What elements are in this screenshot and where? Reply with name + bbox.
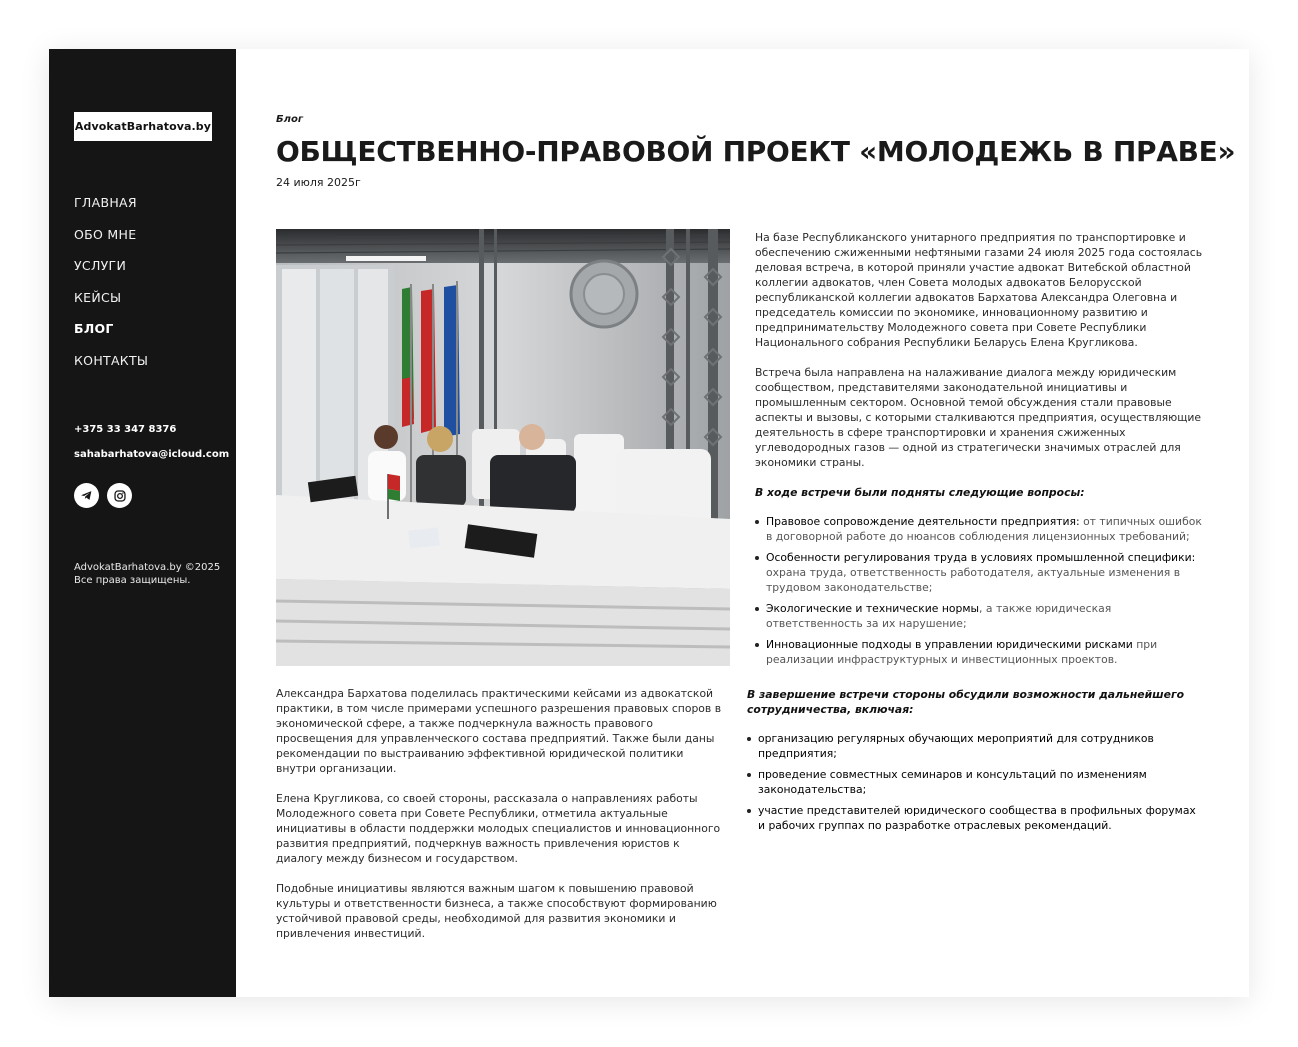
nav-item-about[interactable]: ОБО МНЕ <box>74 226 137 242</box>
phone-link[interactable]: +375 33 347 8376 <box>74 424 177 435</box>
list-item: организацию регулярных обучающих мероприятий для сотрудников предприятия; <box>747 731 1197 761</box>
sidebar <box>49 49 236 997</box>
nav-item-blog[interactable]: БЛОГ <box>74 321 114 336</box>
instagram-icon[interactable] <box>107 483 132 508</box>
publish-date: 24 июля 2025г <box>276 176 361 189</box>
article-photo <box>276 229 730 666</box>
list-item: участие представителей юридического сообщества в профильных форумах и рабочих группах по разработке отраслевых рекомендаций. <box>747 803 1197 833</box>
nav-item-home[interactable]: ГЛАВНАЯ <box>74 195 137 210</box>
paragraph: Елена Кругликова, со своей стороны, рассказала о направлениях работы Молодежного совета при Совете Республики, отметила актуальные инициативы в области поддержки молодых специалистов и инновационного развития предприятий, подчеркнув важность привлечения юристов к диалогу между бизнесом и государством. <box>276 792 721 865</box>
email-link[interactable]: sahabarhatova@icloud.com <box>74 449 230 460</box>
telegram-icon[interactable] <box>74 483 99 508</box>
nav-item-cases[interactable]: КЕЙСЫ <box>74 289 122 305</box>
list-item: Экологические и технические нормы, а также юридическая ответственность за их нарушение; <box>755 601 1210 631</box>
list-item: Особенности регулирования труда в условиях промышленной специфики: охрана труда, ответственность работодателя, актуальные изменения в трудовом законодательстве; <box>755 550 1210 595</box>
article-intro <box>755 230 1210 673</box>
social-links <box>74 483 132 508</box>
article-body <box>276 686 722 956</box>
list-item: Инновационные подходы в управлении юридическими рисками при реализации инфраструктурных и инвестиционных проектов. <box>755 637 1210 667</box>
nav-item-contacts[interactable]: КОНТАКТЫ <box>74 352 149 368</box>
page-frame <box>49 49 1249 997</box>
article <box>276 49 1236 997</box>
cooperation-section <box>747 687 1197 839</box>
list-item: Правовое сопровождение деятельности предприятия: от типичных ошибок в договорной работе до нюансов соблюдения лицензионных требований; <box>755 514 1210 544</box>
list-item: проведение совместных семинаров и консультаций по изменениям законодательства; <box>747 767 1197 797</box>
nav-item-services[interactable]: УСЛУГИ <box>74 258 127 273</box>
cooperation-list <box>747 731 1197 833</box>
cooperation-heading: В завершение встречи стороны обсудили возможности дальнейшего сотрудничества, включая: <box>747 688 1185 716</box>
issues-heading: В ходе встречи были подняты следующие вопросы: <box>755 486 1085 499</box>
site-logo[interactable]: AdvokatBarhatova.by <box>74 112 212 141</box>
page-title: ОБЩЕСТВЕННО-ПРАВОВОЙ ПРОЕКТ «МОЛОДЕЖЬ В ПРАВЕ» <box>276 135 1236 168</box>
paragraph: Александра Бархатова поделилась практическими кейсами из адвокатской практики, в том числе примерами успешного разрешения правовых споров в экономической сфере, а также подчеркнула важность правового просвещения для управленческого состава предприятий. Также были даны рекомендации по выстраиванию эффективной юридической политики внутри организации. <box>276 687 722 775</box>
paragraph: Встреча была направлена на налаживание диалога между юридическим сообществом, представителями законодательной инициативы и промышленным сектором. Основной темой обсуждения стали правовые аспекты и вызовы, с которыми сталкиваются предприятия, осуществляющие деятельность в сфере транспортировки и хранения сжиженных углеводородных газов — одной из стратегически значимых отраслей для экономики страны. <box>755 366 1202 469</box>
copyright: AdvokatBarhatova.by ©2025 Все права защищены. <box>74 562 221 586</box>
paragraph: На базе Республиканского унитарного предприятия по транспортировке и обеспечению сжиженными нефтяными газами 24 июля 2025 года состоялась деловая встреча, в которой приняли участие адвокат Витебской областной коллегии адвокатов, член Совета молодых адвокатов Белорусской республиканской коллегии адвокатов Бархатова Александра Олеговна и председатель комиссии по экономике, инновационному развитию и предпринимательству Молодежного совета при Совете Республики Национального собрания Республики Беларусь Елена Кругликова. <box>755 231 1203 349</box>
paragraph: Подобные инициативы являются важным шагом к повышению правовой культуры и ответственности бизнеса, а также способствуют формированию устойчивой правовой среды, необходимой для развития экономики и привлечения инвестиций. <box>276 882 717 940</box>
issues-list <box>755 514 1210 667</box>
breadcrumb-category[interactable]: Блог <box>276 114 304 125</box>
meeting-photo-illustration <box>276 229 730 666</box>
main-nav <box>74 195 148 384</box>
